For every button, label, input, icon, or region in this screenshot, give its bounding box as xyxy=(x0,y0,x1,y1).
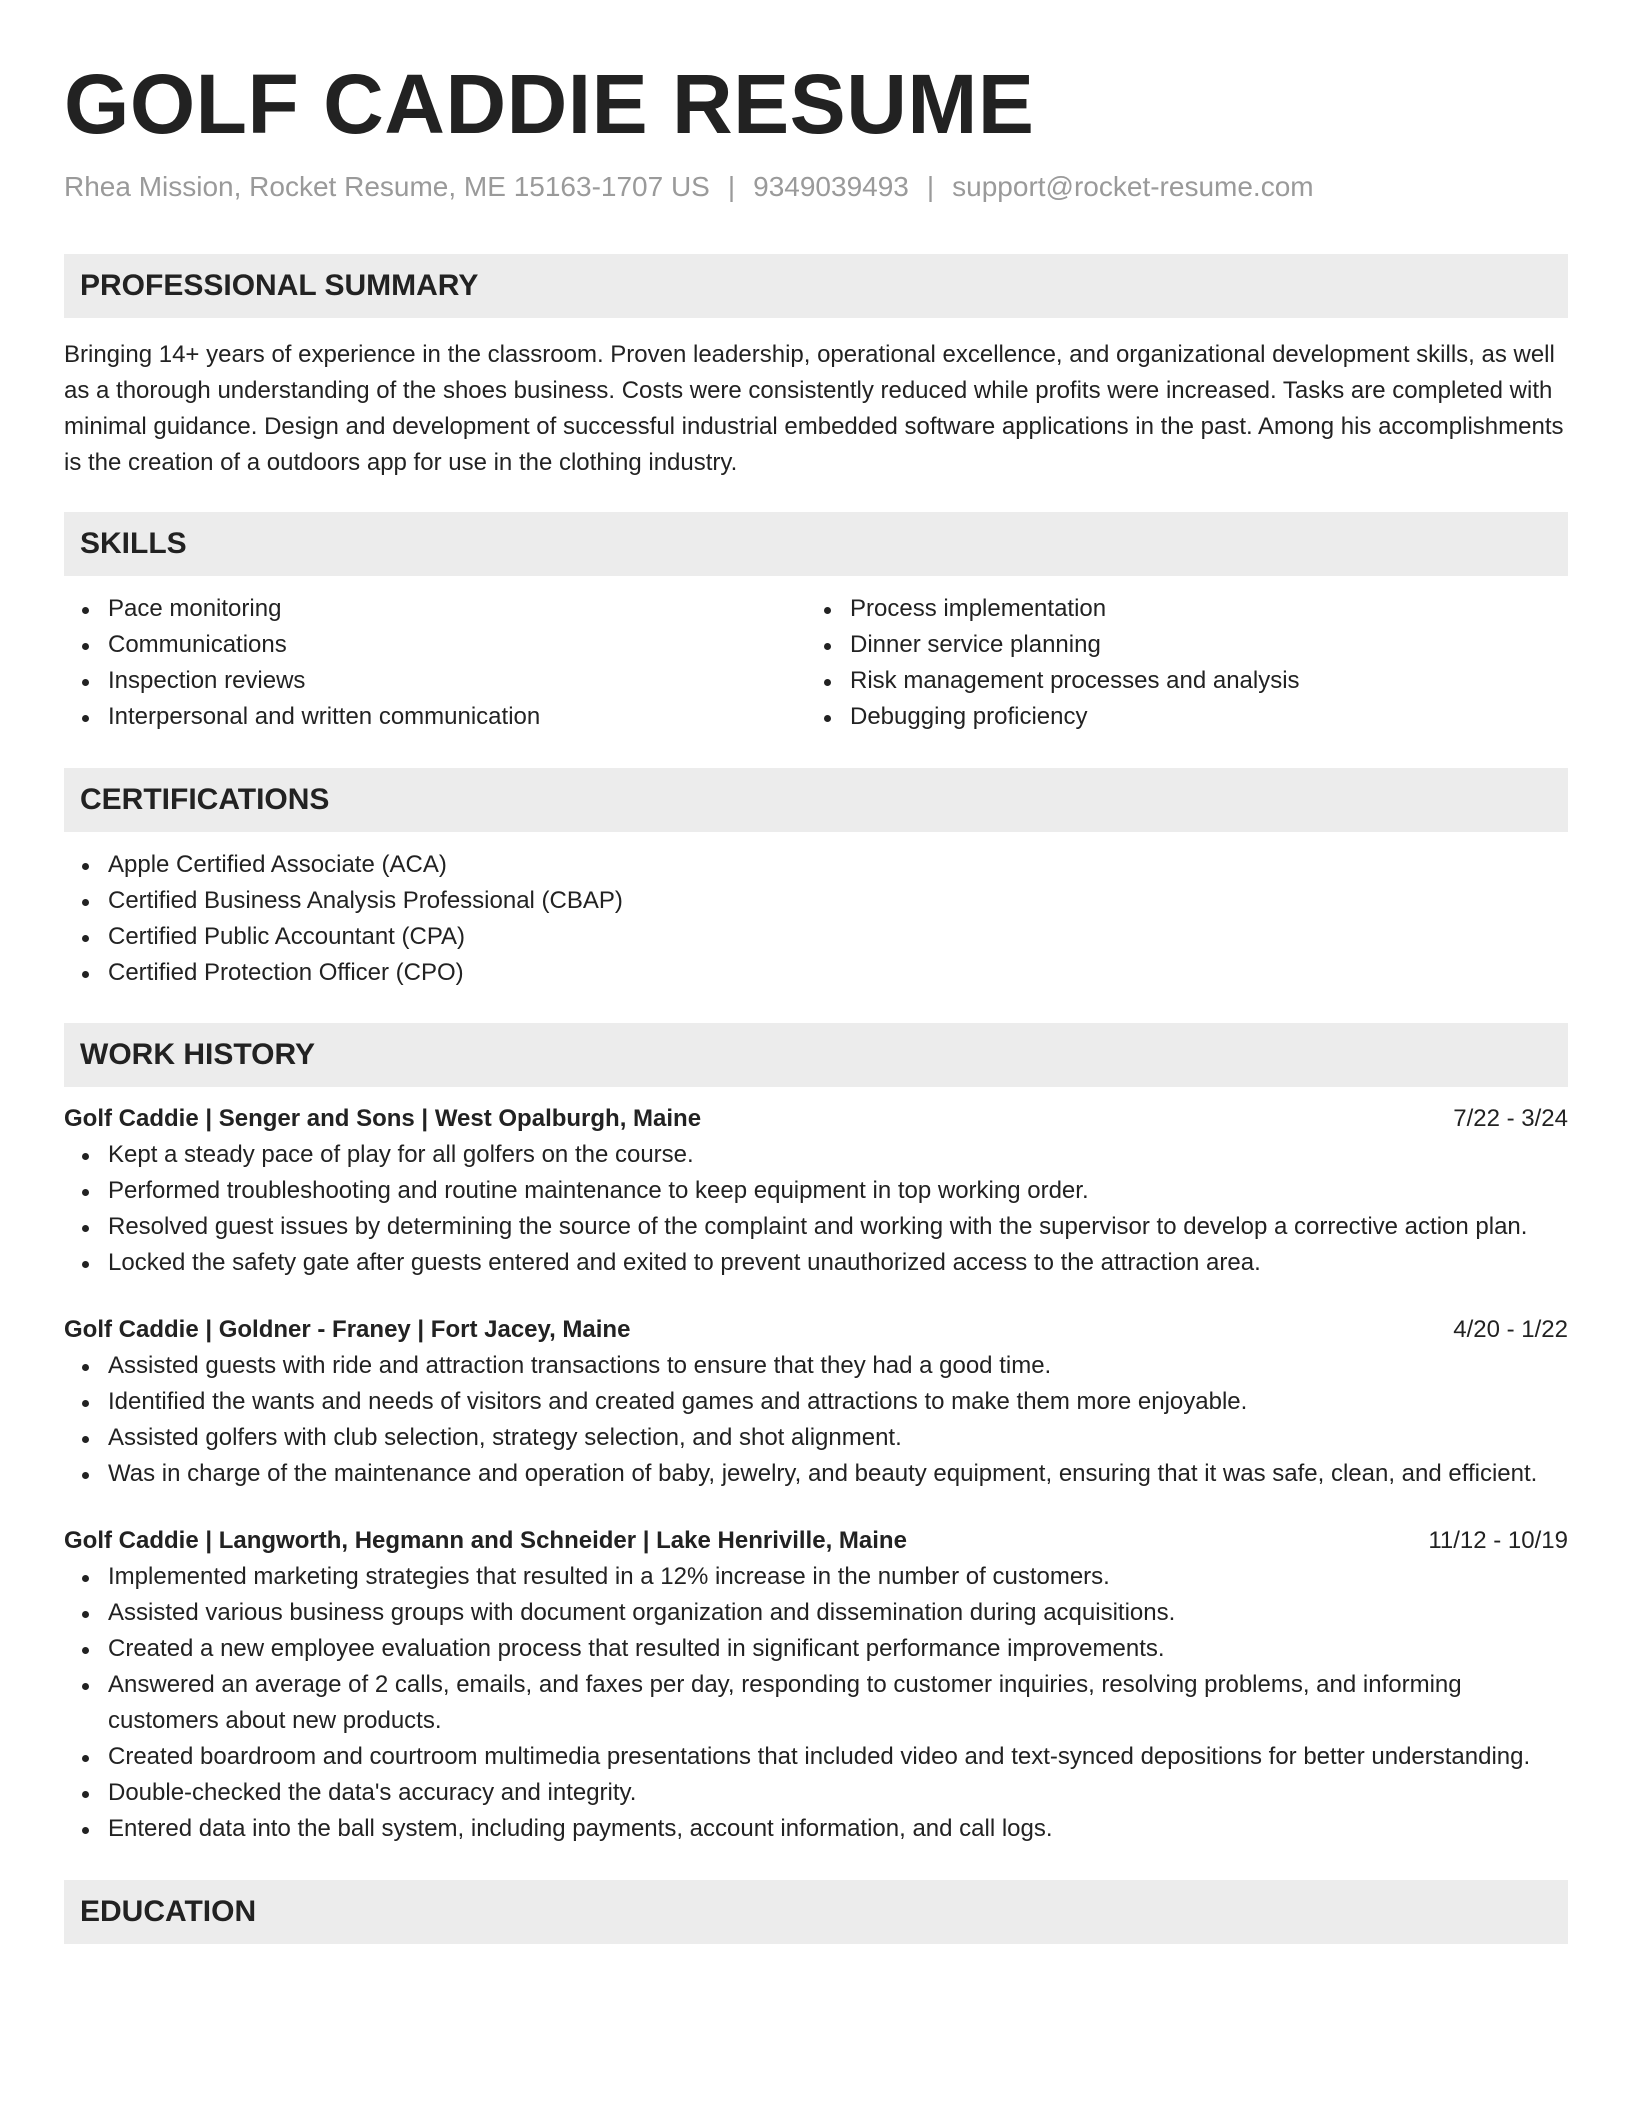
job-bullet: Kept a steady pace of play for all golfers on the course. xyxy=(108,1137,1568,1173)
skill-item: Interpersonal and written communication xyxy=(108,699,806,735)
skill-item: Dinner service planning xyxy=(850,627,1548,663)
certification-item: Certified Protection Officer (CPO) xyxy=(108,955,1568,991)
job-bullet: Assisted golfers with club selection, strategy selection, and shot alignment. xyxy=(108,1420,1568,1456)
job-dates: 4/20 - 1/22 xyxy=(1453,1316,1568,1343)
job-bullet: Identified the wants and needs of visitors and created games and attractions to make them more enjoyable. xyxy=(108,1384,1568,1420)
job-dates: 7/22 - 3/24 xyxy=(1453,1105,1568,1132)
job-title: Golf Caddie | Senger and Sons | West Opalburgh, Maine xyxy=(64,1105,702,1132)
job-bullet: Implemented marketing strategies that resulted in a 12% increase in the number of customers. xyxy=(108,1559,1568,1595)
skills-column-left xyxy=(64,591,806,735)
contact-separator: | xyxy=(727,171,736,202)
job-bullet: Created a new employee evaluation process that resulted in significant performance improvements. xyxy=(108,1631,1568,1667)
job-bullet: Double-checked the data's accuracy and integrity. xyxy=(108,1775,1568,1811)
skills-grid xyxy=(64,591,1568,735)
education-heading: EDUCATION xyxy=(64,1880,1568,1944)
job-bullet: Resolved guest issues by determining the source of the complaint and working with the supervisor to develop a corrective action plan. xyxy=(108,1209,1568,1245)
job-bullets xyxy=(64,1559,1568,1847)
skill-item: Communications xyxy=(108,627,806,663)
resume-page xyxy=(64,0,1568,1944)
job-bullet: Locked the safety gate after guests entered and exited to prevent unauthorized access to the attraction area. xyxy=(108,1245,1568,1281)
job-bullet: Assisted guests with ride and attraction transactions to ensure that they had a good time. xyxy=(108,1348,1568,1384)
job-bullet: Assisted various business groups with document organization and dissemination during acquisitions. xyxy=(108,1595,1568,1631)
job-bullet: Was in charge of the maintenance and operation of baby, jewelry, and beauty equipment, ensuring that it was safe, clean, and efficient. xyxy=(108,1456,1568,1492)
contact-phone: 9349039493 xyxy=(753,171,909,202)
job-header xyxy=(64,1101,1568,1137)
skills-heading: SKILLS xyxy=(64,512,1568,576)
contact-email: support@rocket-resume.com xyxy=(952,171,1314,202)
skill-item: Process implementation xyxy=(850,591,1548,627)
certifications-heading: CERTIFICATIONS xyxy=(64,768,1568,832)
job-entry xyxy=(64,1101,1568,1281)
job-bullet: Created boardroom and courtroom multimedia presentations that included video and text-synced depositions for better understanding. xyxy=(108,1739,1568,1775)
resume-title: GOLF CADDIE RESUME xyxy=(64,57,1035,151)
work-history-heading: WORK HISTORY xyxy=(64,1023,1568,1087)
job-header xyxy=(64,1312,1568,1348)
contact-line xyxy=(64,170,1568,204)
job-title: Golf Caddie | Langworth, Hegmann and Schneider | Lake Henriville, Maine xyxy=(64,1527,907,1554)
job-bullet: Answered an average of 2 calls, emails, and faxes per day, responding to customer inquiries, resolving problems, and informing customers about new products. xyxy=(108,1667,1568,1739)
job-bullet: Entered data into the ball system, including payments, account information, and call logs. xyxy=(108,1811,1568,1847)
skill-item: Pace monitoring xyxy=(108,591,806,627)
job-entry xyxy=(64,1523,1568,1847)
job-bullet: Performed troubleshooting and routine maintenance to keep equipment in top working order. xyxy=(108,1173,1568,1209)
certification-item: Apple Certified Associate (ACA) xyxy=(108,847,1568,883)
summary-heading: PROFESSIONAL SUMMARY xyxy=(64,254,1568,318)
contact-separator: | xyxy=(926,171,935,202)
skills-column-right xyxy=(806,591,1548,735)
job-dates: 11/12 - 10/19 xyxy=(1428,1527,1568,1554)
certification-item: Certified Public Accountant (CPA) xyxy=(108,919,1568,955)
contact-address: Rhea Mission, Rocket Resume, ME 15163-1707 US xyxy=(64,171,710,202)
skill-item: Debugging proficiency xyxy=(850,699,1548,735)
job-entry xyxy=(64,1312,1568,1492)
skill-item: Inspection reviews xyxy=(108,663,806,699)
certifications-list xyxy=(64,847,1568,991)
certification-item: Certified Business Analysis Professional (CBAP) xyxy=(108,883,1568,919)
job-title: Golf Caddie | Goldner - Franey | Fort Jacey, Maine xyxy=(64,1316,631,1343)
job-bullets xyxy=(64,1348,1568,1492)
job-bullets xyxy=(64,1137,1568,1281)
skill-item: Risk management processes and analysis xyxy=(850,663,1548,699)
summary-text: Bringing 14+ years of experience in the classroom. Proven leadership, operational excellence, and organizational development skills, as well as a thorough understanding of the shoes business. Costs were consistently reduced while profits were increased. Tasks are completed with minimal guidance. Design and development of successful industrial embedded software applications in the past. Among his accomplishments is the creation of a outdoors app for use in the clothing industry. xyxy=(64,341,1564,476)
job-header xyxy=(64,1523,1568,1559)
